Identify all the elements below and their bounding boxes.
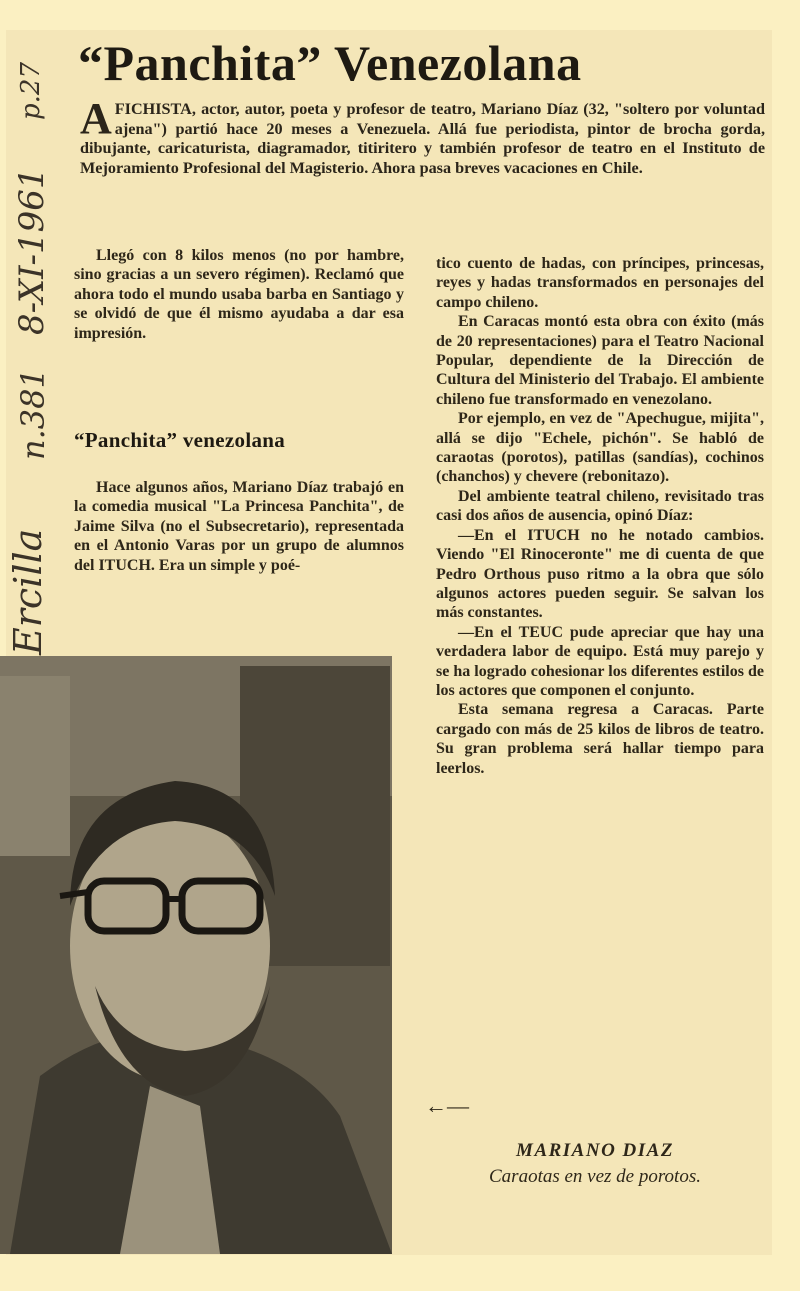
paragraph: —En el ITUCH no he notado cambios. Viendo "El Rinoceronte" me di cuenta de que Pedro Orthous puso ritmo a la obra que sólo algunos actores pueden seguir. Se salvan los más constantes. (436, 526, 764, 622)
photo-caption (420, 1140, 770, 1188)
handwritten-source: Ercilla (6, 528, 50, 655)
arrow-indicator: ←— (425, 1093, 469, 1118)
column-2 (436, 254, 764, 778)
paragraph: Esta semana regresa a Caracas. Parte cargado con más de 25 kilos de libros de teatro. Su gran problema será hallar tiempo para leerlos. (436, 701, 764, 777)
lead-text: FICHISTA, actor, autor, poeta y profesor de teatro, Mariano Díaz (32, "soltero por voluntad ajena") partió hace 20 meses a Venezuela. Allá fue periodista, pintor de brocha gorda, dibujante, caricaturista, diagramador, titiritero y también profesor de teatro en el Instituto de Mejoramiento Profesional del Magisterio. Ahora pasa breves vacaciones en Chile. (80, 100, 765, 178)
paragraph: —En el TEUC pude apreciar que hay una verdadera labor de equipo. Está muy parejo y se ha logrado cohesionar los diferentes estilos de los actores que componen el conjunto. (436, 623, 764, 699)
caption-name: MARIANO DIAZ (516, 1140, 674, 1161)
handwritten-date: 8-XI-1961 (12, 167, 52, 335)
article-headline: “Panchita” Venezolana (78, 35, 582, 91)
drop-cap: A (80, 94, 112, 143)
article-subhead: “Panchita” venezolana (74, 428, 286, 452)
caption-subtitle: Caraotas en vez de porotos. (489, 1166, 701, 1187)
article-lead (80, 94, 765, 179)
paragraph: Por ejemplo, en vez de "Apechugue, mijita", allá se dijo "Echele, pichón". Se habló de caraotas (porotos), patillas (sandías), cochinos (chanchos) y chevere (rebonitazo). (436, 410, 764, 486)
handwritten-number: n.381 (14, 368, 52, 460)
handwritten-annotation (0, 40, 70, 660)
column-1-top (74, 246, 404, 343)
paragraph: tico cuento de hadas, con príncipes, princesas, reyes y hadas transformados en personajes del campo chileno. (436, 255, 764, 311)
handwritten-page: p.27 (16, 62, 46, 120)
column-1-bottom (74, 478, 404, 575)
portrait-photo (0, 656, 392, 1254)
paragraph: En Caracas montó esta obra con éxito (más de 20 representaciones) para el Teatro Nacional Popular, dependiente de la Dirección de Cultura del Ministerio del Trabajo. El ambiente chileno fue transformado en venezolano. (436, 313, 764, 408)
paragraph: Del ambiente teatral chileno, revisitado tras casi dos años de ausencia, opinó Díaz: (436, 487, 764, 525)
portrait-illustration (0, 656, 392, 1254)
paragraph: Llegó con 8 kilos menos (no por hambre, sino gracias a un severo régimen). Reclamó que ahora todo el mundo usaba barba en Santiago y se olvidó de que él mismo ayudaba a dar esa impresión. (74, 247, 404, 342)
paragraph: Hace algunos años, Mariano Díaz trabajó en la comedia musical "La Princesa Panchita", de Jaime Silva (no el Subsecretario), representada en el Antonio Varas por un grupo de alumnos del ITUCH. Era un simple y poé- (74, 479, 404, 574)
